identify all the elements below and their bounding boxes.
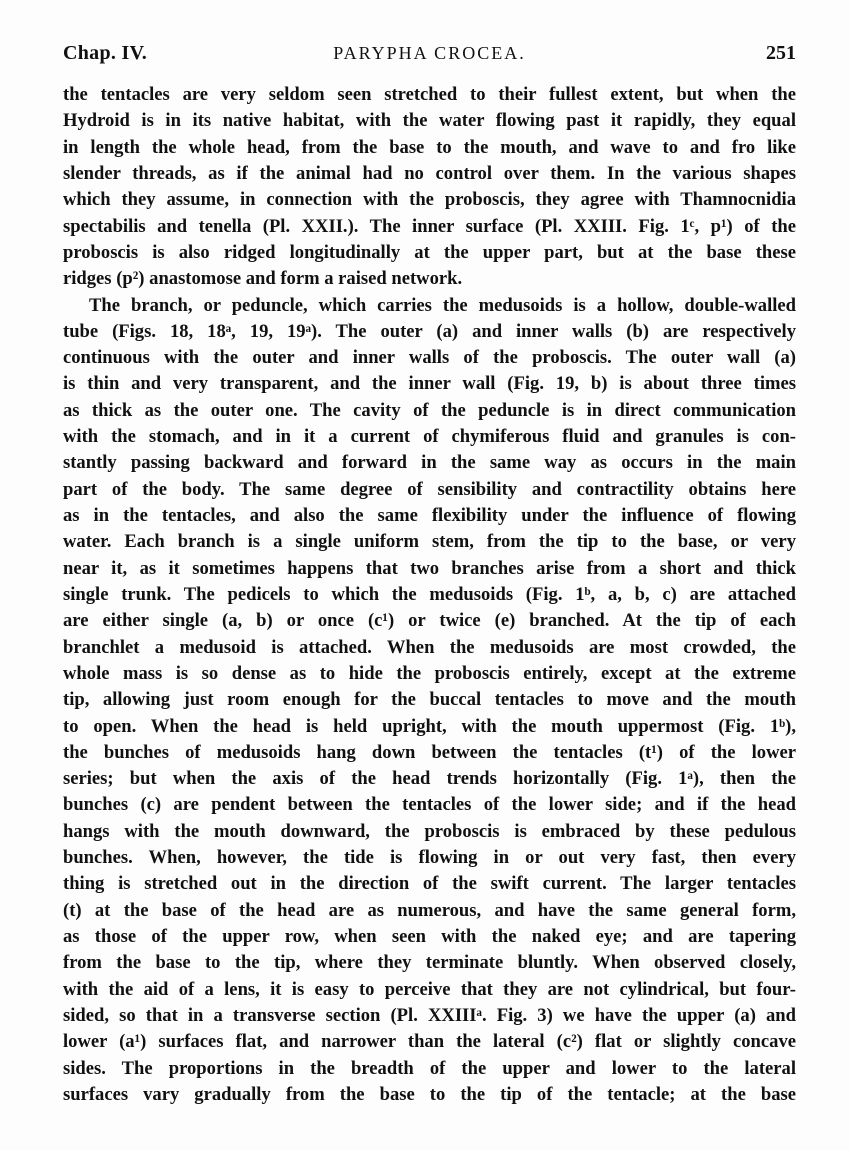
text-line: surfaces vary gradually from the base to the tip of the tentacle; at the base (63, 1083, 796, 1105)
text-line: water. Each branch is a single uniform stem, from the tip to the base, or very (63, 531, 796, 553)
text-line: hangs with the mouth downward, the proboscis is embraced by these pedulous (63, 820, 796, 842)
text-line: as in the tentacles, and also the same flexibility under the influence of flowing (63, 505, 796, 526)
text-line: ridges (p²) anastomose and form a raised network. (63, 268, 463, 290)
text-line: is thin and very transparent, and the inner wall (Fig. 19, b) is about three times (63, 373, 796, 395)
text-line: stantly passing backward and forward in the same way as occurs in the main (63, 452, 796, 474)
text-line: single trunk. The pedicels to which the medusoids (Fig. 1ᵇ, a, b, c) are attached (63, 583, 796, 605)
text-line: sided, so that in a transverse section (Pl. XXIIIᵃ. Fig. 3) we have the upper (a) and (63, 1004, 796, 1026)
text-line: from the base to the tip, where they terminate bluntly. When observed closely, (63, 952, 796, 974)
text-line: as those of the upper row, when seen with the naked eye; and are tapering (63, 926, 796, 947)
text-line: continuous with the outer and inner walls of the proboscis. The outer wall (a) (63, 347, 796, 369)
text-line: thing is stretched out in the direction of the swift current. The larger tentacles (63, 873, 796, 895)
text-line: near it, as it sometimes happens that two branches arise from a short and thick (63, 557, 796, 579)
text-line: which they assume, in connection with the proboscis, they agree with Thamnocnidia (63, 189, 796, 211)
running-head (63, 38, 796, 68)
text-line: part of the body. The same degree of sensibility and contractility obtains here (63, 478, 796, 500)
text-line: bunches. When, however, the tide is flowing in or out very fast, then every (63, 847, 796, 869)
text-line: are either single (a, b) or once (c¹) or twice (e) branched. At the tip of each (63, 610, 796, 632)
text-line: lower (a¹) surfaces flat, and narrower than the lateral (c²) flat or slightly concave (63, 1031, 796, 1053)
text-line: whole mass is so dense as to hide the proboscis entirely, except at the extreme (63, 662, 796, 684)
text-line: tube (Figs. 18, 18ᵃ, 19, 19ᵃ). The outer (a) and inner walls (b) are respectively (63, 320, 796, 342)
text-line: spectabilis and tenella (Pl. XXII.). The inner surface (Pl. XXIII. Fig. 1ᶜ, p¹) of the (63, 215, 796, 237)
page-number: 251 (766, 42, 796, 64)
text-line: as thick as the outer one. The cavity of the peduncle is in direct communication (63, 399, 796, 421)
text-line: Hydroid is in its native habitat, with the water flowing past it rapidly, they equal (63, 110, 796, 132)
text-line: with the stomach, and in it a current of chymiferous fluid and granules is con- (63, 426, 796, 448)
text-line: (t) at the base of the head are as numerous, and have the same general form, (63, 899, 796, 921)
text-line: bunches (c) are pendent between the tentacles of the lower side; and if the head (63, 794, 796, 816)
body-text (63, 82, 796, 1108)
text-line: The branch, or peduncle, which carries the medusoids is a hollow, double-walled (89, 294, 796, 316)
page-title: PARYPHA CROCEA. (333, 43, 526, 63)
text-line: the tentacles are very seldom seen stretched to their fullest extent, but when the (63, 84, 796, 105)
text-line: sides. The proportions in the breadth of the upper and lower to the lateral (63, 1057, 796, 1079)
chapter-label: Chap. IV. (63, 42, 148, 64)
text-line: tip, allowing just room enough for the buccal tentacles to move and the mouth (63, 689, 796, 711)
text-line: in length the whole head, from the base to the mouth, and wave to and fro like (63, 136, 796, 158)
text-line: series; but when the axis of the head trends horizontally (Fig. 1ᵃ), then the (63, 768, 796, 790)
text-line: proboscis is also ridged longitudinally at the upper part, but at the base these (63, 241, 796, 263)
text-line: with the aid of a lens, it is easy to perceive that they are not cylindrical, but four- (63, 978, 796, 1000)
text-line: the bunches of medusoids hang down between the tentacles (t¹) of the lower (63, 741, 796, 763)
text-line: to open. When the head is held upright, with the mouth uppermost (Fig. 1ᵇ), (63, 715, 796, 737)
text-line: slender threads, as if the animal had no control over them. In the various shapes (63, 162, 796, 184)
text-line: branchlet a medusoid is attached. When the medusoids are most crowded, the (63, 636, 796, 658)
